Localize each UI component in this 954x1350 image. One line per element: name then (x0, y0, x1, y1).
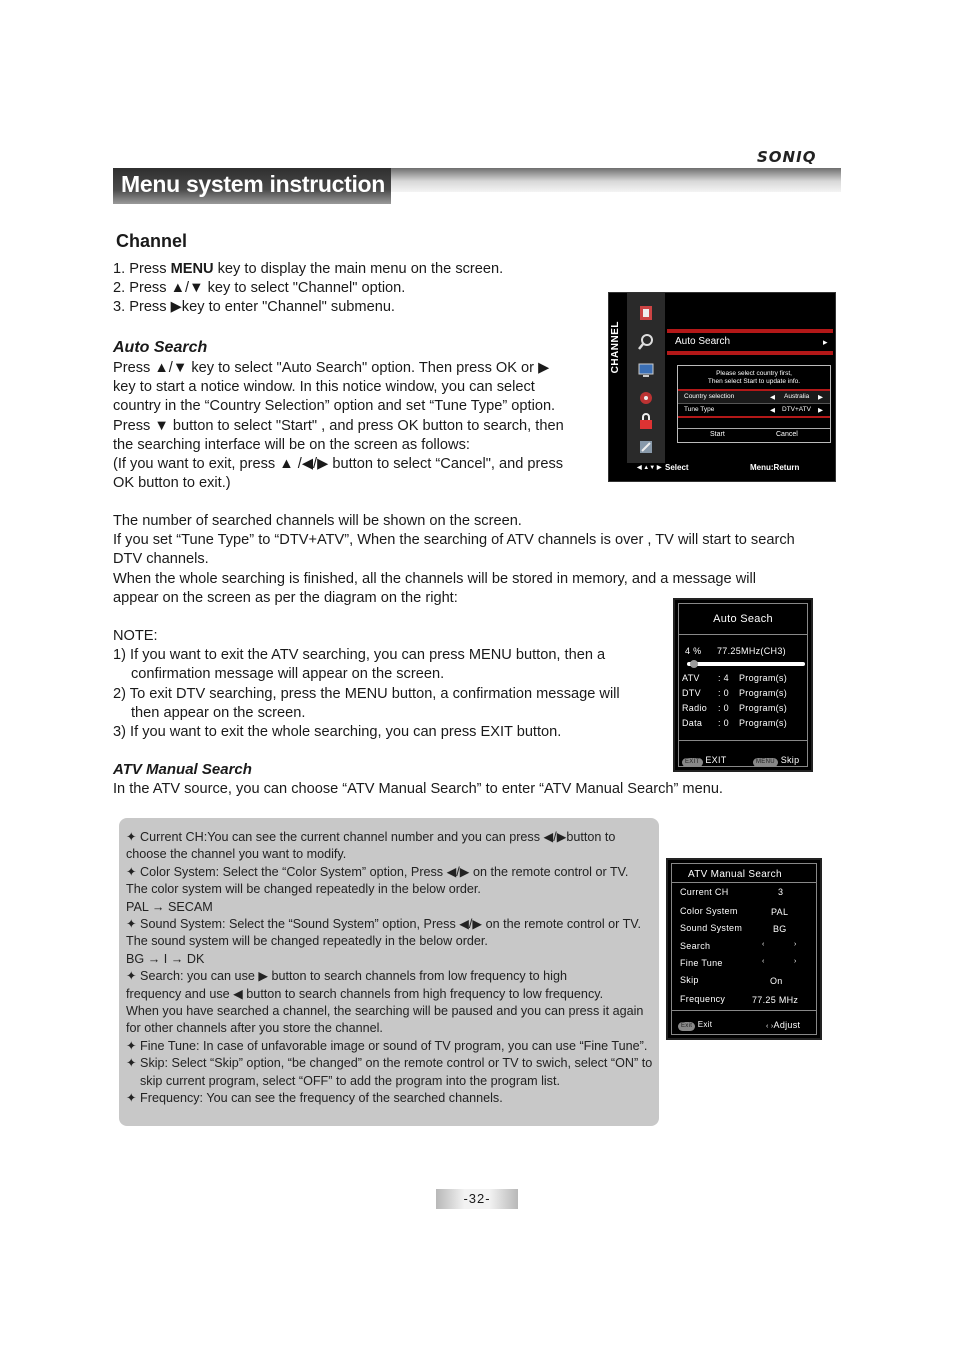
info-box-text: ✦ Current CH:You can see the current channel number and you can press ◀/▶button to choose the channel you want to modify. ✦ Color System: Select the “Color System” option, Press ◀/▶ on the remote control or TV. The color system will be changed repeatedly in the below order. PAL → SECAM ✦ Sound System: Select the “Sound System” option, Press ◀/▶ on the remote control or TV. The sound system will be changed repeatedly in the below order. BG → I → DK ✦ Search: you can use ▶ button to search channels from low frequency to high frequency and use ◀ button to search channels from high frequency to low frequency. When you have searched a channel, the searching will be paused and you can press it again for other channels after you store the channel. ✦ Fine Tune: In case of unfavorable image or sound of TV program, you can use “Fine Tune”. ✦ Skip: Select “Skip” option, “be changed” on the remote control or TV to swich, select “ON” to skip current program, select “OFF” to add the program into the program list. ✦ Frequency: You can see the frequency of the searched channels. (126, 830, 653, 1106)
channel-steps (113, 260, 593, 318)
search-percent: 4 % (685, 646, 702, 656)
highlight-bar-top (667, 329, 833, 333)
menu-footer: ◀ ▲▼ ▶ Select Menu:Return (637, 463, 800, 472)
step-1: 1. Press MENU key to display the main menu on the screen. (113, 261, 504, 277)
step-2: 2. Press ▲/▼ key to select "Channel" option. (113, 280, 406, 297)
search-frequency: 77.25MHz(CH3) (717, 646, 786, 656)
search-icon (637, 333, 655, 351)
left-arrow-icon: ◀ (770, 394, 775, 401)
channel-heading: Channel (116, 231, 188, 251)
exit-hint: EXIT EXIT (682, 755, 727, 767)
setup-icon (637, 438, 655, 456)
left-right-arrows-icon: ‹ › (766, 1023, 774, 1030)
note-block: NOTE: 1) If you want to exit the ATV searching, you can press MENU button, then a confirmation message will appear on the screen. 2) To exit DTV searching, press the MENU button, a confirmation message will then appear on the screen. 3) If you want to exit the whole searching, you can press EXIT button. (113, 628, 620, 741)
search-progress-knob (690, 660, 698, 668)
tv-auto-search-screenshot: Auto Seach 4 % 77.25MHz(CH3) ATV : 4 Program(s) DTV : 0 Program(s) Radio : 0 Program(s) Data : 0 Program(s) EXIT EXIT MENU Skip (673, 598, 813, 772)
page-title: Menu system instruction (121, 171, 386, 197)
dialog-buttons (678, 428, 830, 441)
left-arrow-icon: ‹ (762, 958, 765, 965)
highlight-bar-bottom (667, 351, 833, 355)
auto-search-menu-item: Auto Search (675, 336, 731, 347)
auto-search-title: Auto Seach (713, 613, 773, 625)
menu-key-icon: MENU (753, 758, 778, 767)
exit-key-icon: Exit (678, 1022, 695, 1031)
right-arrow-icon: › (794, 941, 797, 948)
right-arrow-icon: ▶ (818, 394, 823, 401)
chevron-right-icon: ▸ (823, 337, 828, 347)
manual-search-title: ATV Manual Search (688, 869, 782, 880)
cancel-button: Cancel (776, 431, 798, 438)
auto-search-notice-dialog (677, 365, 831, 443)
step-3: 3. Press ▶key to enter "Channel" submenu. (113, 299, 395, 316)
atv-manual-heading: ATV Manual Search (113, 761, 252, 778)
channel-side-label: CHANNEL (610, 321, 621, 374)
exit-key-icon: EXIT (682, 758, 703, 767)
navigation-arrows-icon: ◀ ▲▼ ▶ (637, 465, 662, 471)
sound-icon (637, 389, 655, 407)
adjust-hint: ‹ ›Adjust (766, 1020, 801, 1030)
right-arrow-icon: ▶ (818, 407, 823, 414)
tv-channel-menu-screenshot (608, 292, 836, 482)
brand-logo: SONIQ (757, 148, 817, 166)
page-number: -32- (436, 1189, 518, 1209)
search-progress-bar (687, 662, 805, 666)
picture-menu-icon (637, 304, 655, 322)
exit-hint: Exit Exit (678, 1020, 712, 1031)
auto-search-result-text: The number of searched channels will be shown on the screen. If you set “Tune Type” to “DTV+ATV”, When the searching of ATV channels is over , TV will start to search DTV channels. When the whole searching is finished, all the channels will be stored in memory, and a message will appear on the screen as per the diagram on the right: (113, 513, 795, 606)
lock-icon (637, 413, 655, 431)
start-button: Start (710, 431, 725, 438)
left-arrow-icon: ‹ (762, 941, 765, 948)
right-arrow-icon: › (794, 958, 797, 965)
skip-hint: MENU Skip (753, 755, 799, 767)
auto-search-heading: Auto Search (113, 339, 208, 356)
tune-type-row: Tune Type ◀ DTV+ATV ▶ (678, 403, 830, 418)
atv-manual-info-box (119, 818, 659, 1126)
country-selection-row: Country selection ◀ Australia ▶ (678, 389, 830, 403)
left-arrow-icon: ◀ (770, 407, 775, 414)
tv-atv-manual-search-screenshot: ATV Manual Search Current CH 3 Color System PAL Sound System BG Search ‹ › Fine Tune ‹ › Skip On Frequency 77.25 MHz Exit Exit ‹ ›Adjust (666, 858, 822, 1040)
atv-manual-intro: In the ATV source, you can choose “ATV Manual Search” to enter “ATV Manual Search” menu. (113, 781, 723, 797)
notice-text: Please select country first, Then select Start to update info. (707, 370, 801, 385)
tv-screen-icon (637, 361, 655, 379)
auto-search-description: Press ▲/▼ key to select "Auto Search" option. Then press OK or ▶ key to start a notice window. In this notice window, you can select country in the “Country Selection” option and set “Tune Type” option. Press ▼ button to select "Start" , and press OK button to search, then the searching interface will be on the screen as follows: (If you want to exit, press ▲ /◀/▶ button to select “Cancel", and press OK button to exit.) (113, 360, 564, 492)
